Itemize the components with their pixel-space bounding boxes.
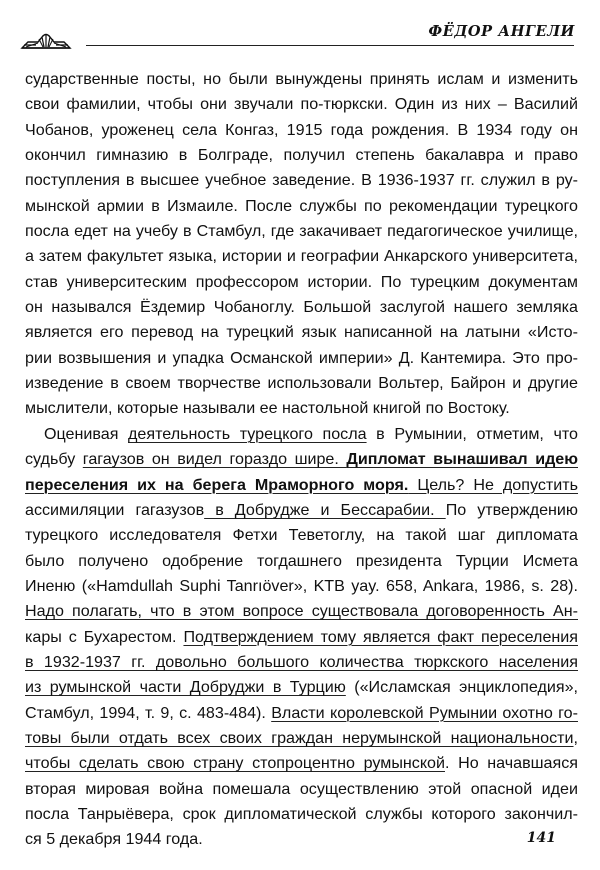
text-segment: ,: [573, 728, 578, 747]
text-segment: вторая мировая война помешала осуществлению этой опасной идеи: [25, 779, 578, 798]
text-line: окончил гимназию в Болграде, получил степень бакалавра и право: [25, 146, 578, 165]
page-number: 141: [526, 830, 556, 846]
underlined-text: Власти королевской Румынии охотно го-: [271, 703, 578, 722]
text-line: став университеским профессором истории. По турецким документам: [25, 272, 578, 291]
text-line: рии возвышения и упадка Османской империи» Д. Кантемира. Это про-: [25, 348, 578, 367]
text-line: [25, 473, 578, 498]
running-title: ФЁДОР АНГЕЛИ: [428, 23, 575, 40]
text-line: посла едет на учебу в Стамбул, где закачивает педагогическое училище,: [25, 222, 578, 241]
text-line: является его перевод на турецкий язык написанной на латыни «Исто-: [25, 323, 578, 342]
text-segment: судьбу: [25, 450, 83, 469]
text-line: [25, 726, 578, 751]
text-segment: Оценивая: [44, 424, 129, 443]
text-line: [25, 751, 578, 776]
text-line: [25, 422, 578, 447]
text-line: свои фамилии, чтобы они звучали по-тюркски. Один из них – Василий: [25, 95, 578, 114]
text-line: [25, 498, 578, 523]
bold-underlined-text: Дипломат вынашивал идею: [346, 450, 578, 469]
header-rule: [86, 45, 574, 46]
underlined-text: гагаузов он видел гораздо шире.: [82, 450, 347, 469]
text-segment: посла Танрыёвера, срок дипломатической службы которого закончил-: [25, 804, 578, 823]
paragraph-1: [25, 67, 578, 422]
text-segment: в Румынии, отметим, что: [366, 424, 578, 443]
text-segment: ся 5 декабря 1944 года.: [25, 830, 203, 849]
text-line: [25, 650, 578, 675]
text-segment: турецкого исследователя Фетхи Теветоглу, на такой шаг дипломата: [25, 526, 578, 545]
text-line: [25, 777, 578, 802]
text-line: Чобанов, уроженец села Конгаз, 1915 года рождения. В 1934 году он: [25, 120, 578, 139]
text-line: [25, 675, 578, 700]
text-line: а затем факультет языка, истории и географии Анкарского университета,: [25, 247, 578, 266]
text-line: [25, 549, 578, 574]
text-line: мыслители, которые называли ее настольной книгой по Востоку.: [25, 399, 510, 418]
text-line: [25, 574, 578, 599]
text-segment: Стамбул, 1994, т. 9, с. 483-484).: [25, 703, 272, 722]
text-line: [25, 625, 578, 650]
text-segment: По утверждению: [445, 500, 578, 519]
underlined-text: товы были отдать всех своих граждан нерумынской национальности: [25, 728, 574, 747]
bold-underlined-text: переселения их на берега Мраморного моря.: [25, 475, 409, 494]
text-line: [25, 447, 578, 472]
underlined-text: из румынской части Добруджи в Турцию: [25, 678, 346, 697]
text-line: мынской армии в Измаиле. После службы по рекомендации турецкого: [25, 196, 578, 215]
underlined-text: Цель? Не допустить: [408, 475, 579, 494]
text-line: [25, 802, 578, 827]
text-line: [25, 599, 578, 624]
underlined-text: в Добрудже и Бессарабии.: [204, 500, 446, 519]
text-segment: Иненю («Hamdullah Suphi Tanrıöver», KTB yay. 658, Ankara, 1986, s. 28).: [25, 576, 578, 595]
text-line: [25, 701, 578, 726]
text-segment: было получено одобрение тогдашнего президента Турции Исмета: [25, 551, 578, 570]
text-line: он назывался Ёздемир Чобаноглу. Большой заслугой нашего земляка: [25, 298, 578, 317]
underlined-text: чтобы сделать свою страну стопроцентно румынской: [25, 754, 445, 773]
text-line: изведение в своем творчестве использовали Вольтер, Байрон и другие: [25, 374, 578, 393]
text-line: [25, 523, 578, 548]
text-segment: кары с Бухарестом.: [25, 627, 184, 646]
text-segment: («Исламская энциклопедия»,: [345, 678, 578, 697]
page-body: [25, 67, 578, 853]
text-line: сударственные посты, но были вынуждены принять ислам и изменить: [25, 70, 578, 88]
running-header: [0, 0, 600, 60]
paragraph-2: [25, 422, 578, 853]
underlined-text: деятельность турецкого посла: [128, 424, 367, 443]
text-line: [25, 827, 578, 852]
text-line: поступления в высшее учебное заведение. В 1936-1937 гг. служил в ру-: [25, 171, 578, 190]
underlined-text: Надо полагать, что в этом вопросе существовала договоренность Ан-: [25, 602, 578, 621]
text-segment: . Но начавшаяся: [444, 754, 578, 773]
underlined-text: в 1932-1937 гг. довольно большого количества тюркского населения: [25, 652, 578, 671]
fan-ornament-icon: [20, 31, 72, 51]
underlined-text: Подтверждением тому является факт переселения: [183, 627, 578, 646]
text-segment: ассимиляции гагазузов: [25, 500, 205, 519]
